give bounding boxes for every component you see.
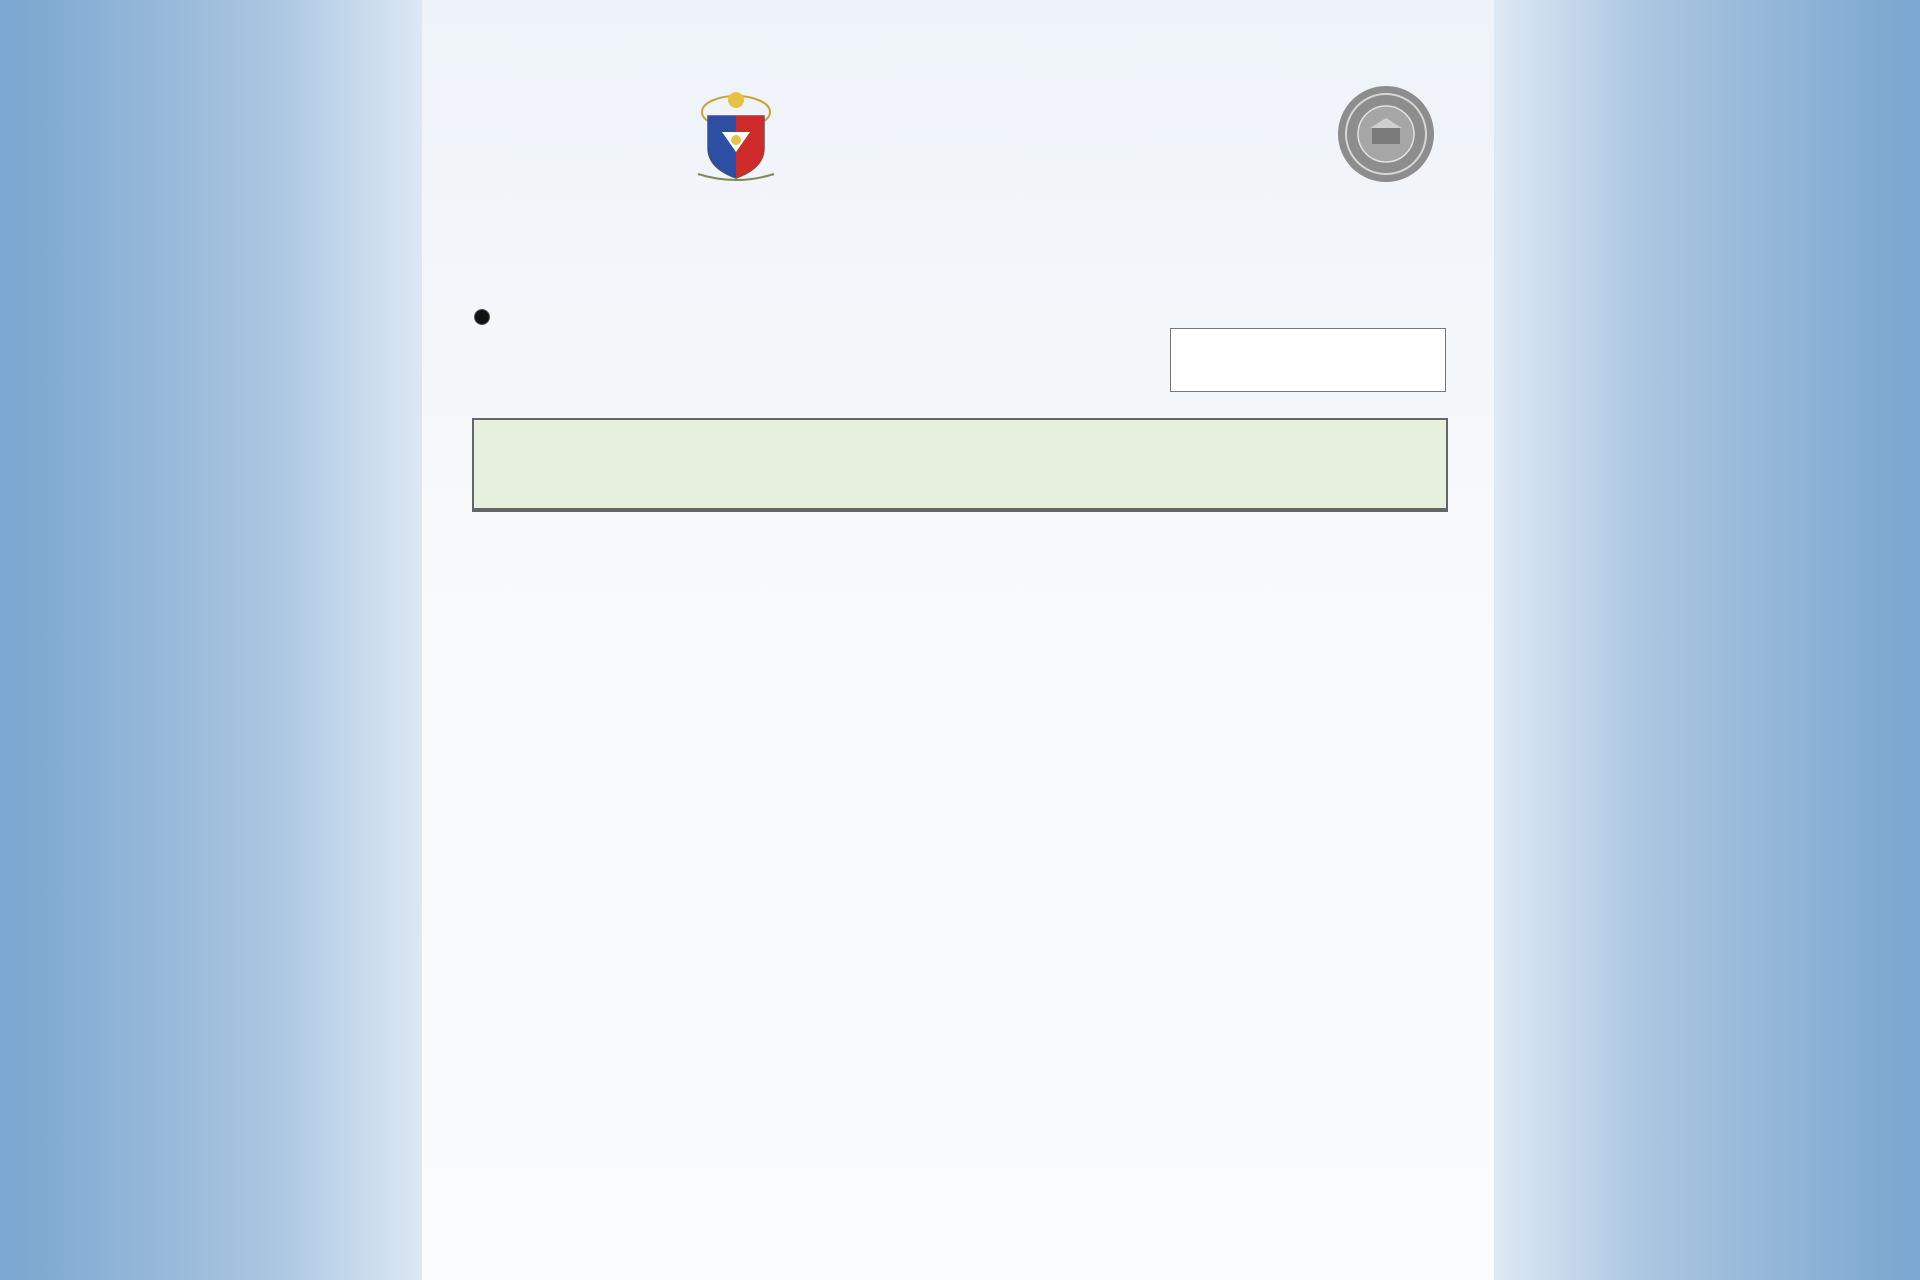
philippine-coat-of-arms-icon [686, 82, 786, 186]
instruction-step-1 [472, 306, 492, 332]
contest-title [474, 420, 1446, 440]
timing-marks-top [424, 14, 1492, 58]
contest-header [474, 420, 1446, 510]
senator-ballot-table [472, 418, 1448, 512]
filled-circle-icon [474, 309, 490, 325]
ballot-paper [422, 0, 1494, 1280]
timing-marks-left [426, 80, 444, 1280]
timing-marks-right [1470, 80, 1488, 1280]
chairman-signature-box [1170, 328, 1446, 392]
comelec-seal-icon [1334, 82, 1438, 186]
voting-instructions [472, 304, 492, 332]
